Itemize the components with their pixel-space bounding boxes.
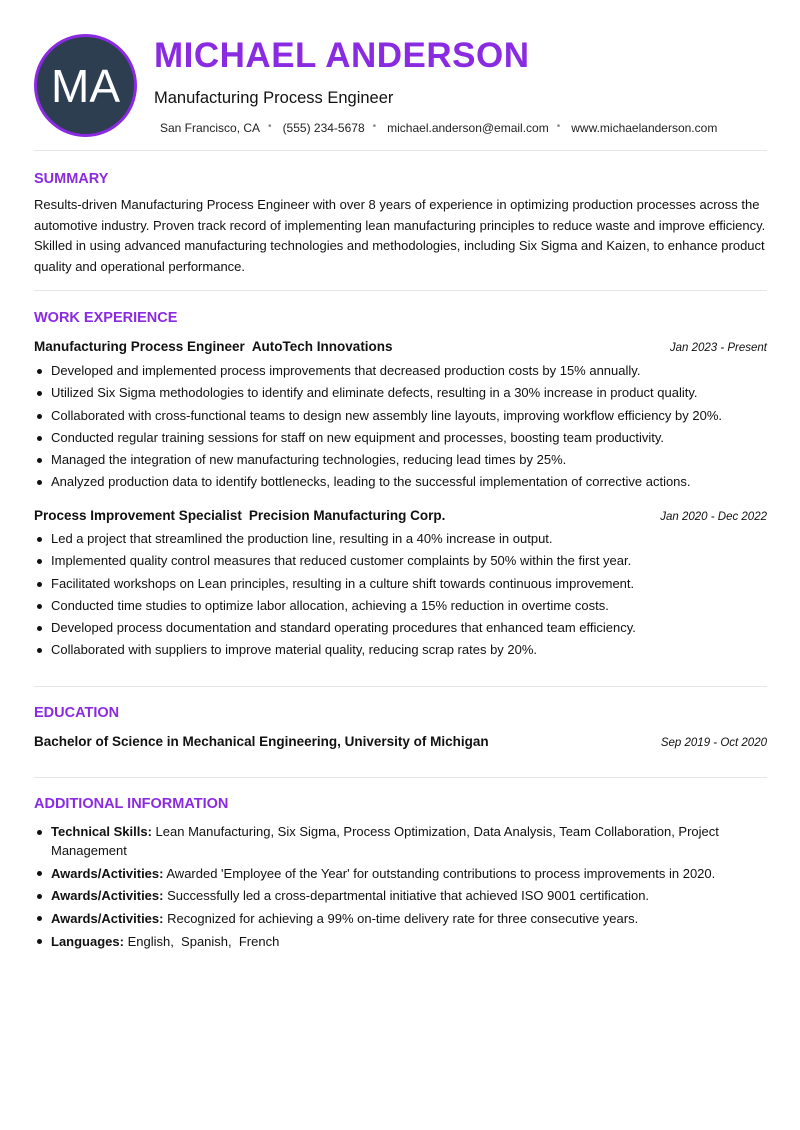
list-item: Collaborated with cross-functional teams to design new assembly line layouts, improving workflow efficiency by 20%.	[34, 405, 767, 427]
job-role: Process Improvement Specialist	[34, 508, 242, 523]
item-text: English, Spanish, French	[123, 933, 280, 949]
list-item	[34, 909, 767, 928]
resume-page	[34, 0, 767, 949]
job-company: AutoTech Innovations	[251, 339, 393, 354]
item-label: Languages:	[51, 933, 124, 949]
list-item: Developed process documentation and standard operating procedures that enhanced team efficiency.	[34, 617, 767, 639]
job-dates: Jan 2023 - Present	[669, 342, 767, 354]
contact-info	[160, 121, 717, 135]
avatar	[34, 34, 137, 137]
divider	[34, 150, 767, 151]
contact-location: San Francisco, CA	[160, 121, 261, 135]
list-item: Utilized Six Sigma methodologies to identify and eliminate defects, resulting in a 30% increase in product quality.	[34, 382, 767, 404]
divider	[34, 686, 767, 687]
list-item: Developed and implemented process improvements that decreased production costs by 15% annually.	[34, 360, 767, 382]
list-item	[34, 864, 767, 883]
summary-text: Results-driven Manufacturing Process Engineer with over 8 years of experience in optimizing production processes across the automotive industry. Proven track record of implementing lean manufacturing principles to reduce waste and improve efficiency. Skilled in using advanced manufacturing technologies and methodologies, including Six Sigma and Kaizen, to enhance product quality and operational performance.	[34, 197, 766, 274]
list-item: Conducted regular training sessions for staff on new equipment and processes, boosting team productivity.	[34, 427, 767, 449]
list-item	[34, 932, 767, 951]
item-label: Awards/Activities:	[51, 910, 164, 926]
list-item	[34, 822, 767, 860]
separator-dot-icon: •	[268, 121, 272, 132]
contact-phone: (555) 234-5678	[282, 121, 365, 135]
item-label: Awards/Activities:	[51, 888, 164, 903]
avatar-initials: MA	[51, 59, 120, 112]
divider	[34, 777, 767, 778]
job-role: Manufacturing Process Engineer	[34, 339, 245, 354]
list-item: Facilitated workshops on Lean principles, resulting in a culture shift towards continuous improvement.	[34, 573, 767, 595]
item-label: Technical Skills:	[51, 824, 152, 839]
list-item: Conducted time studies to optimize labor allocation, achieving a 15% reduction in overtime costs.	[34, 595, 767, 617]
item-label: Awards/Activities:	[51, 865, 164, 881]
job-header	[34, 338, 767, 356]
summary-heading: SUMMARY	[34, 171, 109, 187]
additional-info-list	[34, 822, 767, 954]
list-item	[34, 886, 767, 905]
contact-email[interactable]: michael.anderson@email.com	[387, 121, 549, 135]
candidate-name: MICHAEL ANDERSON	[154, 36, 530, 75]
education-dates: Sep 2019 - Oct 2020	[660, 737, 767, 749]
education-heading: EDUCATION	[34, 705, 120, 721]
list-item: Managed the integration of new manufacturing technologies, reducing lead times by 25%.	[34, 449, 767, 471]
list-item: Led a project that streamlined the production line, resulting in a 40% increase in output.	[34, 528, 767, 550]
divider	[34, 290, 767, 291]
contact-website[interactable]: www.michaelanderson.com	[571, 121, 718, 135]
degree: Bachelor of Science in Mechanical Engineering, University of Michigan	[34, 734, 489, 749]
job-company: Precision Manufacturing Corp.	[248, 508, 446, 523]
item-text: Recognized for achieving a 99% on-time delivery rate for three consecutive years.	[163, 910, 639, 926]
resume-header	[34, 0, 767, 151]
job-dates: Jan 2020 - Dec 2022	[660, 511, 767, 523]
list-item: Implemented quality control measures that reduced customer complaints by 50% within the first year.	[34, 550, 767, 572]
education-entry	[34, 734, 767, 749]
additional-info-heading: ADDITIONAL INFORMATION	[34, 796, 229, 812]
list-item: Analyzed production data to identify bottlenecks, leading to the successful implementation of corrective actions.	[34, 471, 767, 493]
separator-dot-icon: •	[372, 121, 377, 132]
item-text: Lean Manufacturing, Six Sigma, Process Optimization, Data Analysis, Team Collaboration, Project Management	[51, 824, 719, 858]
item-text: Successfully led a cross-departmental initiative that achieved ISO 9001 certification.	[163, 888, 650, 903]
work-experience-heading: WORK EXPERIENCE	[34, 310, 178, 326]
item-text: Awarded 'Employee of the Year' for outstanding contributions to process improvements in 2020.	[163, 865, 716, 881]
job-header	[34, 507, 767, 525]
separator-dot-icon: •	[556, 121, 561, 132]
job-bullets	[34, 360, 767, 494]
job-bullets	[34, 528, 767, 662]
candidate-title: Manufacturing Process Engineer	[154, 89, 394, 107]
list-item: Collaborated with suppliers to improve material quality, reducing scrap rates by 20%.	[34, 639, 767, 661]
